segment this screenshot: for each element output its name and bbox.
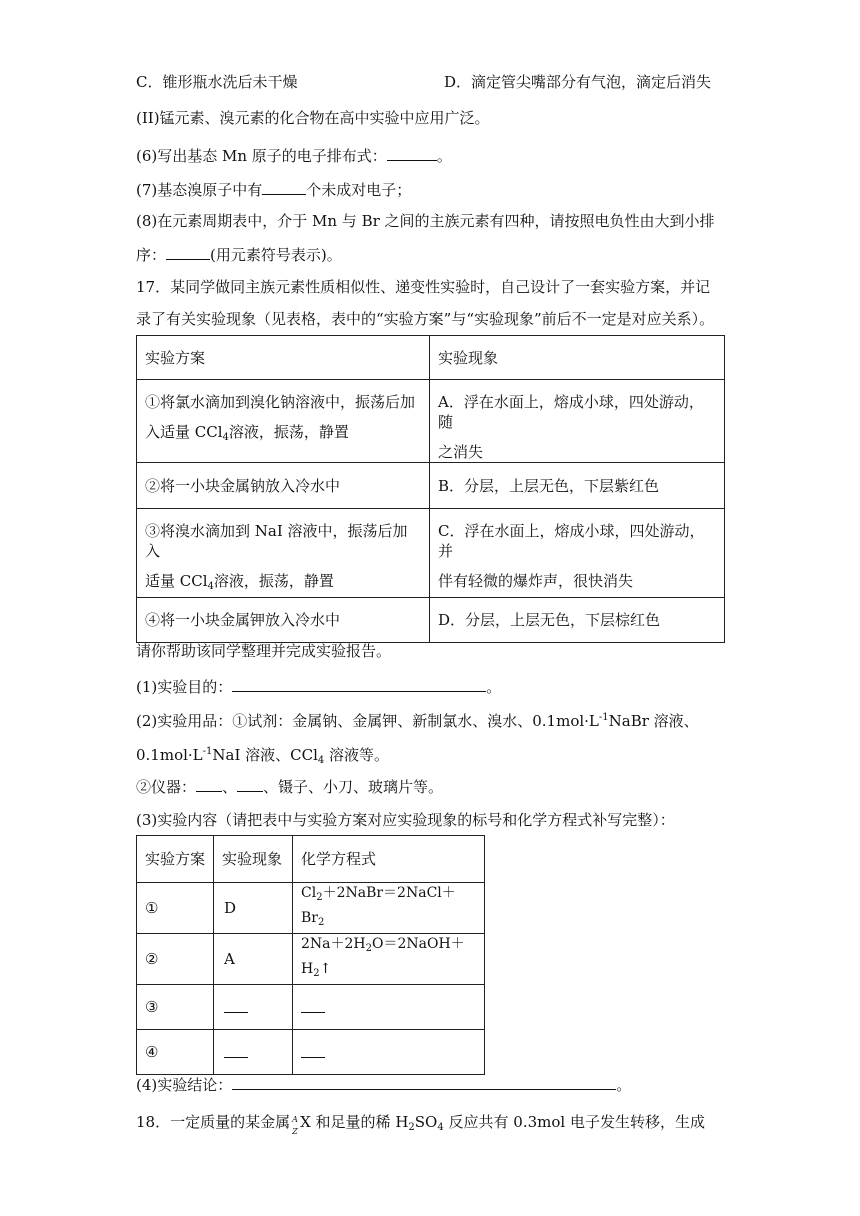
table2-equation-2: $2Na+2H_2O=2NaOH+H_2↑$ (301, 936, 465, 979)
table2-plan-2: ② (145, 950, 159, 968)
question-8-line2 (136, 243, 342, 265)
table1-header-plan: 实验方案 (145, 349, 206, 367)
table1-result-a: A．浮在水面上，熔成小球，四处游动，随 之消失 (438, 393, 704, 461)
question-17-2-line1: (2)实验用品：①试剂：金属钠、金属钾、新制氯水、溴水、$0.1mol\cdot L^{-1}NaBr$ 溶液、 (136, 712, 699, 730)
q17-4-text: (4)实验结论： (136, 1076, 233, 1094)
q8-answer-blank[interactable] (166, 243, 210, 260)
q17-1-text: (1)实验目的： (136, 678, 233, 696)
question-8-line1: (8)在元素周期表中，介于 Mn 与 Br 之间的主族元素有四种，请按照电负性由大到小排 (136, 212, 715, 230)
instrument-blank-2[interactable] (237, 775, 263, 792)
table1-result-c: C．浮在水面上，熔成小球，四处游动，并 伴有轻微的爆炸声，很快消失 (438, 522, 705, 590)
table2-header-plan: 实验方案 (145, 850, 206, 868)
q17-4-end: 。 (616, 1076, 632, 1094)
table1-result-d: D．分层，上层无色，下层棕红色 (438, 611, 661, 629)
instrument-blank-1[interactable] (196, 775, 222, 792)
question-17-line2: 录了有关实验现象（见表格，表中的“实验方案”与“实验现象”前后不一定是对应关系）。 (136, 310, 715, 328)
question-7 (136, 178, 411, 200)
option-c: C．锥形瓶水洗后未干燥 (136, 73, 298, 91)
q17-1-answer-blank[interactable] (232, 675, 486, 692)
q7-post: 个未成对电子； (306, 181, 412, 199)
question-17-2-line2: $0.1mol\cdot L^{-1}NaI$ 溶液、CCl$_4$ 溶液等。 (136, 746, 390, 766)
nuclide-notation: A Z (292, 1115, 298, 1136)
q6-answer-blank[interactable] (387, 144, 437, 161)
table2-equation-4-blank[interactable] (301, 1041, 325, 1058)
table2-header-equation: 化学方程式 (301, 850, 377, 868)
question-17-1 (136, 675, 501, 697)
help-text: 请你帮助该同学整理并完成实验报告。 (136, 642, 392, 660)
table2-result-4-blank[interactable] (224, 1041, 248, 1058)
q6-text: (6)写出基态 Mn 原子的电子排布式： (136, 147, 387, 165)
experiment-table (136, 335, 725, 643)
question-18: 18．一定质量的某金属 A Z X 和足量的稀 $H_2SO_4$ 反应共有 0.3mol 电子发生转移，生成 (136, 1113, 705, 1136)
table1-header-result: 实验现象 (438, 349, 499, 367)
question-17-line1: 17．某同学做同主族元素性质相似性、递变性实验时，自己设计了一套实验方案，并记 (136, 278, 711, 296)
table2-plan-4: ④ (145, 1043, 159, 1061)
table1-plan-2: ②将一小块金属钠放入冷水中 (145, 477, 341, 495)
table2-equation-1: $Cl_2+2NaBr=2NaCl+Br_2$ (301, 885, 456, 928)
table2-plan-3: ③ (145, 998, 159, 1016)
q6-end: 。 (436, 147, 452, 165)
question-6 (136, 144, 452, 166)
q8-pre: 序： (136, 246, 167, 264)
table1-plan-1: ①将氯水滴加到溴化钠溶液中，振荡后加 入适量 CCl$_4$溶液，振荡，静置 (145, 393, 416, 443)
table2-result-1: D (224, 899, 237, 917)
option-d: D．滴定管尖嘴部分有气泡，滴定后消失 (444, 73, 712, 91)
part2-intro: (II)锰元素、溴元素的化合物在高中实验中应用广泛。 (136, 109, 490, 127)
question-17-2-line3: ②仪器： 、 、镊子、小刀、玻璃片等。 (136, 775, 443, 797)
q17-4-answer-blank[interactable] (232, 1073, 616, 1090)
table2-plan-1: ① (145, 899, 159, 917)
q8-post: (用元素符号表示)。 (210, 246, 342, 264)
q17-1-end: 。 (486, 678, 502, 696)
q7-pre: (7)基态溴原子中有 (136, 181, 263, 199)
report-table (136, 835, 485, 1075)
question-17-3: (3)实验内容（请把表中与实验方案对应实验现象的标号和化学方程式补写完整）： (136, 811, 675, 829)
table1-result-b: B．分层，上层无色，下层紫红色 (438, 477, 660, 495)
table1-plan-3: ③将溴水滴加到 NaI 溶液中，振荡后加入 适量 CCl$_4$溶液，振荡，静置 (145, 522, 408, 592)
table2-equation-3-blank[interactable] (301, 996, 325, 1013)
table2-result-3-blank[interactable] (224, 996, 248, 1013)
question-17-4 (136, 1073, 631, 1095)
q7-answer-blank[interactable] (262, 178, 306, 195)
table2-header-result: 实验现象 (222, 850, 283, 868)
table1-plan-4: ④将一小块金属钾放入冷水中 (145, 611, 341, 629)
table2-result-2: A (224, 950, 235, 968)
